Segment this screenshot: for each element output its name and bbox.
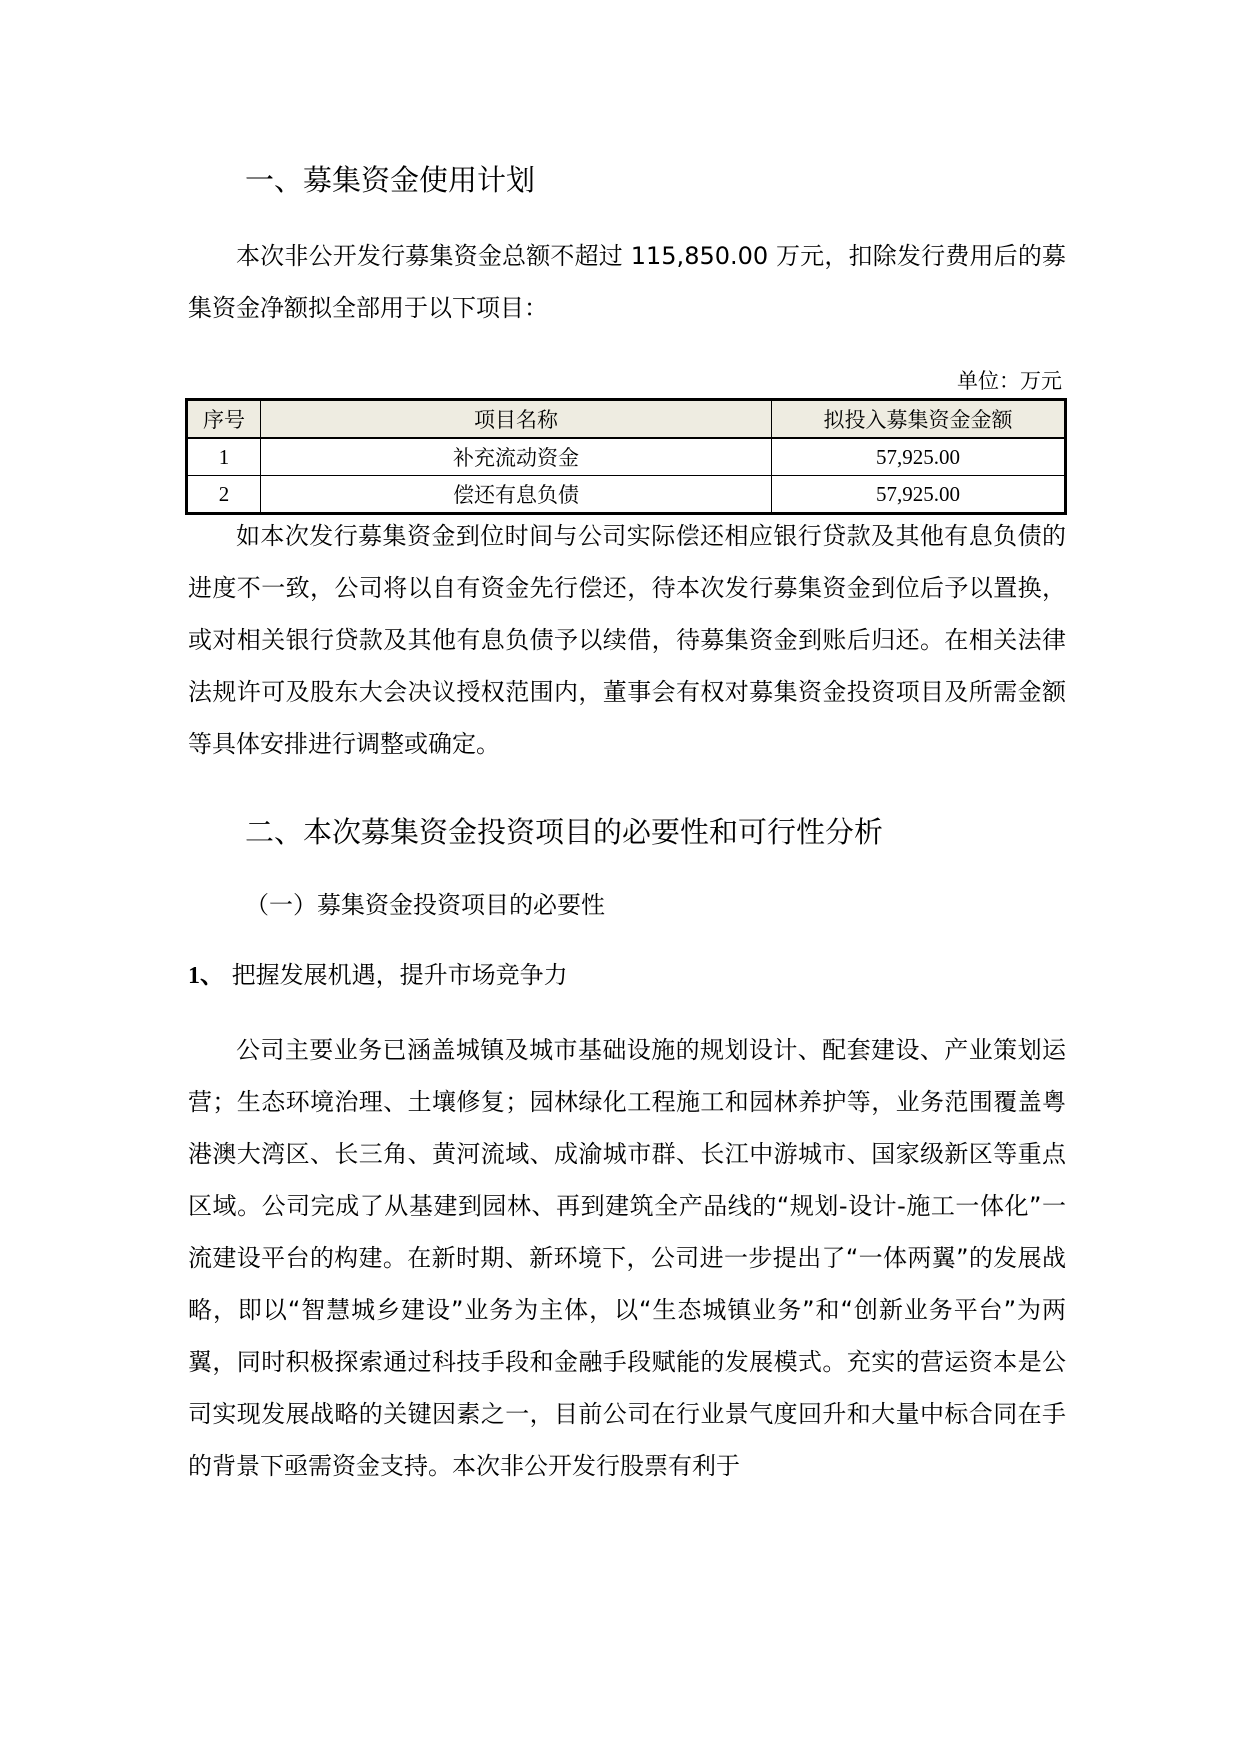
section-1-heading: 一、募集资金使用计划 [245,163,536,197]
section-2-body-paragraph: 公司主要业务已涵盖城镇及城市基础设施的规划设计、配套建设、产业策划运营；生态环境治理、土壤修复；园林绿化工程施工和园林养护等，业务范围覆盖粤港澳大湾区、长三角、黄河流域、成渝城市群、长江中游城市、国家级新区等重点区域。公司完成了从基建到园林、再到建筑全产品线的“规划-设计-施工一体化”一流建设平台的构建。在新时期、新环境下，公司进一步提出了“一体两翼”的发展战略，即以“智慧城乡建设”业务为主体，以“生态城镇业务”和“创新业务平台”为两翼，同时积极探索通过科技手段和金融手段赋能的发展模式。充实的营运资本是公司实现发展战略的关键因素之一，目前公司在行业景气度回升和大量中标合同在手的背景下亟需资金支持。本次非公开发行股票有利于 [188,1036,1066,1480]
header-serial: 序号 [187,400,261,439]
fund-usage-table [185,398,1067,515]
row-amount: 57,925.00 [772,438,1066,476]
row-project-name: 补充流动资金 [261,438,772,476]
table-header-row [187,400,1066,439]
item-1-heading [188,958,568,993]
table-row [187,476,1066,514]
header-amount: 拟投入募集资金金额 [772,400,1066,439]
section-2-heading: 二、本次募集资金投资项目的必要性和可行性分析 [245,815,884,849]
section-1-intro: 本次非公开发行募集资金总额不超过 115,850.00 万元，扣除发行费用后的募集资金净额拟全部用于以下项目： [188,242,1066,322]
row-amount: 57,925.00 [772,476,1066,514]
row-project-name: 偿还有息负债 [261,476,772,514]
item-1-number: 1、 [188,963,224,989]
post-table-paragraph: 如本次发行募集资金到位时间与公司实际偿还相应银行贷款及其他有息负债的进度不一致，公司将以自有资金先行偿还，待本次发行募集资金到位后予以置换，或对相关银行贷款及其他有息负债予以续借，待募集资金到账后归还。在相关法律法规许可及股东大会决议授权范围内，董事会有权对募集资金投资项目及所需金额等具体安排进行调整或确定。 [188,522,1066,758]
header-project-name: 项目名称 [261,400,772,439]
row-serial: 1 [187,438,261,476]
section-2-subheading: （一）募集资金投资项目的必要性 [245,891,605,919]
table-row [187,438,1066,476]
item-1-title: 把握发展机遇，提升市场竞争力 [231,961,568,989]
table-unit-label: 单位：万元 [957,369,1062,393]
row-serial: 2 [187,476,261,514]
